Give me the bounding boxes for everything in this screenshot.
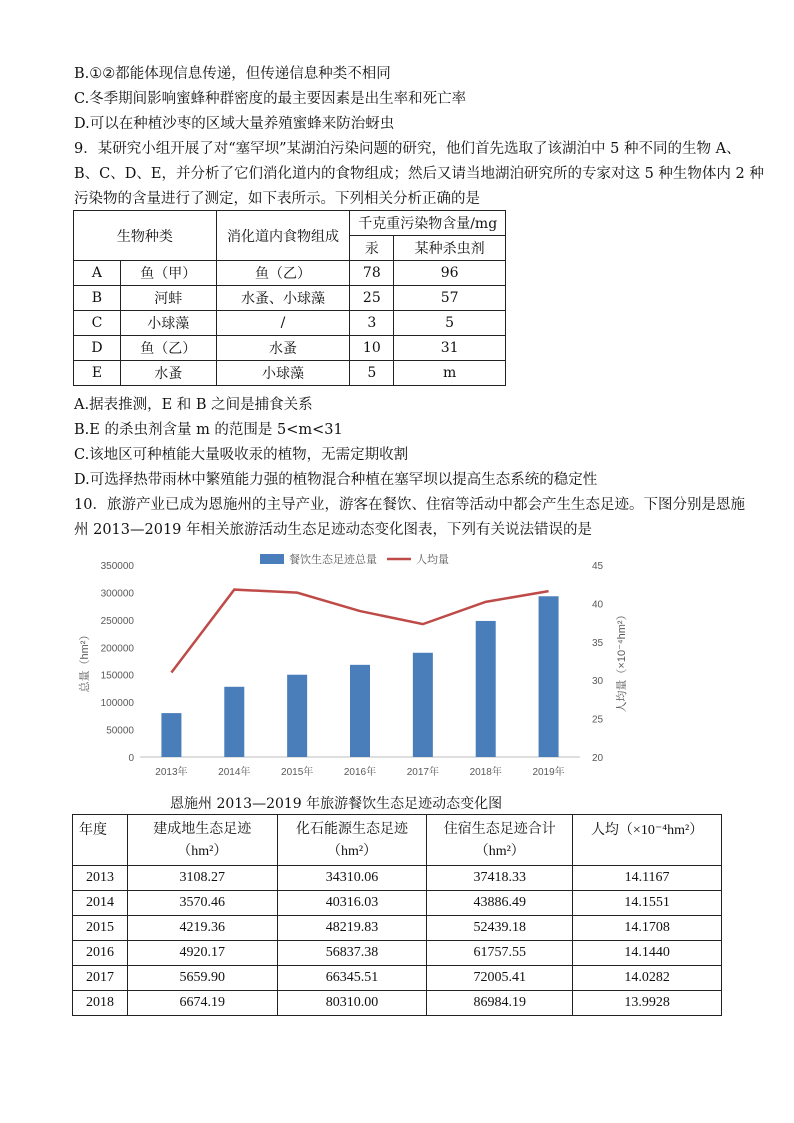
header-built-land: 建成地生态足迹 （hm²）	[127, 815, 277, 866]
question-10-line-2: 州 2013—2019 年相关旅游活动生态足迹动态变化图表，下列有关说法错误的是	[74, 522, 593, 538]
cell: m	[394, 361, 506, 386]
header-pollutant: 千克重污染物含量/mg	[350, 211, 506, 236]
y2-tick-label: 35	[592, 637, 604, 649]
pollutant-table	[73, 210, 506, 386]
cell: C	[74, 311, 121, 336]
cell: 4219.36	[127, 916, 277, 941]
y2-tick-label: 40	[592, 599, 604, 611]
bar	[287, 675, 307, 757]
cell: 40316.03	[277, 891, 427, 916]
cell: 34310.06	[277, 866, 427, 891]
option-d-q8: D.可以在种植沙枣的区域大量养殖蜜蜂来防治蚜虫	[74, 116, 395, 132]
cell: 48219.83	[277, 916, 427, 941]
cell: 14.1551	[573, 891, 722, 916]
cell: 水蚤、小球藻	[216, 286, 350, 311]
cell: 3	[350, 311, 394, 336]
bar	[161, 713, 181, 757]
cell: 52439.18	[427, 916, 573, 941]
table-header-row	[73, 815, 722, 866]
cell: 2013	[73, 866, 128, 891]
cell: 小球藻	[216, 361, 350, 386]
header-species: 生物种类	[74, 211, 217, 261]
cell: 14.1708	[573, 916, 722, 941]
option-a-q9: A.据表推测，E 和 B 之间是捕食关系	[74, 397, 313, 413]
header-per-capita: 人均（×10⁻⁴hm²）	[573, 815, 722, 866]
cell: 5	[394, 311, 506, 336]
table-row	[74, 286, 506, 311]
bar	[413, 653, 433, 757]
cell: 2014	[73, 891, 128, 916]
cell: 56837.38	[277, 941, 427, 966]
header-year: 年度	[73, 815, 128, 866]
y2-tick-label: 20	[592, 753, 604, 764]
cell: 2017	[73, 966, 128, 991]
y-tick-label: 350000	[100, 561, 134, 572]
cell: /	[216, 311, 350, 336]
cell: 13.9928	[573, 991, 722, 1016]
cell: 鱼（乙）	[120, 336, 216, 361]
y-tick-label: 300000	[100, 588, 134, 600]
bar	[539, 596, 559, 757]
cell: 小球藻	[120, 311, 216, 336]
header-mercury: 汞	[350, 236, 394, 261]
x-tick-label: 2016年	[343, 767, 377, 778]
y-axis-title: 总量（hm²）	[79, 629, 91, 693]
cell: 86984.19	[427, 991, 573, 1016]
option-c-q9: C.该地区可种植能大量吸收汞的植物，无需定期收割	[74, 447, 409, 463]
cell: 37418.33	[427, 866, 573, 891]
header-fossil-energy: 化石能源生态足迹 （hm²）	[277, 815, 427, 866]
cell: A	[74, 261, 121, 286]
cell: 2016	[73, 941, 128, 966]
chart-caption: 恩施州 2013—2019 年旅游餐饮生态足迹动态变化图	[170, 796, 503, 812]
footprint-chart	[70, 545, 650, 790]
x-tick-label: 2015年	[281, 767, 314, 778]
legend-line-label: 人均量	[416, 554, 449, 566]
header-lodging-total: 住宿生态足迹合计 （hm²）	[427, 815, 573, 866]
cell: E	[74, 361, 121, 386]
option-b-q8: B.①②都能体现信息传递，但传递信息种类不相同	[74, 66, 391, 82]
legend-bar-swatch	[260, 554, 284, 564]
cell: 14.1440	[573, 941, 722, 966]
table-row	[73, 991, 722, 1016]
bar	[476, 621, 496, 757]
bar	[350, 665, 370, 757]
table-row	[73, 891, 722, 916]
cell: 4920.17	[127, 941, 277, 966]
table-row	[74, 336, 506, 361]
table-row	[74, 311, 506, 336]
cell: 鱼（乙）	[216, 261, 350, 286]
x-tick-label: 2014年	[218, 767, 251, 778]
header-food: 消化道内食物组成	[216, 211, 350, 261]
legend-bar-label: 餐饮生态足迹总量	[289, 554, 377, 566]
cell: 72005.41	[427, 966, 573, 991]
cell: 5659.90	[127, 966, 277, 991]
y2-tick-label: 45	[592, 561, 604, 572]
x-tick-label: 2019年	[532, 767, 565, 778]
question-10-line-1: 10．旅游产业已成为恩施州的主导产业，游客在餐饮、住宿等活动中都会产生生态足迹。下图分别是恩施	[74, 497, 745, 513]
cell: 14.1167	[573, 866, 722, 891]
question-9-line-1: 9．某研究小组开展了对“塞罕坝”某湖泊污染问题的研究，他们首先选取了该湖泊中 5 种不同的生物 A、	[74, 141, 741, 157]
cell: 6674.19	[127, 991, 277, 1016]
cell: 水蚤	[216, 336, 350, 361]
y-tick-label: 0	[128, 753, 134, 764]
cell: 31	[394, 336, 506, 361]
header-pesticide: 某种杀虫剂	[394, 236, 506, 261]
cell: B	[74, 286, 121, 311]
cell: 43886.49	[427, 891, 573, 916]
y-tick-label: 150000	[100, 670, 134, 682]
y-tick-label: 100000	[100, 698, 134, 710]
cell: 10	[350, 336, 394, 361]
cell: 5	[350, 361, 394, 386]
cell: 61757.55	[427, 941, 573, 966]
cell: 25	[350, 286, 394, 311]
y2-axis-title: 人均量（×10⁻⁴hm²）	[616, 609, 628, 713]
question-9-line-3: 污染物的含量进行了测定，如下表所示。下列相关分析正确的是	[74, 191, 480, 207]
cell: 80310.00	[277, 991, 427, 1016]
y-tick-label: 200000	[100, 643, 134, 655]
x-tick-label: 2013年	[155, 767, 188, 778]
table-row	[73, 916, 722, 941]
table-row	[74, 361, 506, 386]
cell: 66345.51	[277, 966, 427, 991]
y-tick-label: 50000	[106, 725, 134, 737]
cell: 3108.27	[127, 866, 277, 891]
footprint-table	[72, 814, 722, 1016]
cell: 2015	[73, 916, 128, 941]
cell: 鱼（甲）	[120, 261, 216, 286]
table-row	[73, 941, 722, 966]
x-tick-label: 2017年	[406, 767, 439, 778]
bar	[224, 687, 244, 757]
question-9-line-2: B、C、D、E，并分析了它们消化道内的食物组成；然后又请当地湖泊研究所的专家对这 5 种生物体内 2 种	[74, 166, 764, 182]
y-tick-label: 250000	[100, 615, 134, 627]
cell: D	[74, 336, 121, 361]
table-row	[73, 966, 722, 991]
cell: 78	[350, 261, 394, 286]
y2-tick-label: 30	[592, 676, 604, 688]
cell: 2018	[73, 991, 128, 1016]
table-row	[74, 261, 506, 286]
y2-tick-label: 25	[592, 714, 604, 726]
cell: 水蚤	[120, 361, 216, 386]
cell: 河蚌	[120, 286, 216, 311]
cell: 57	[394, 286, 506, 311]
cell: 3570.46	[127, 891, 277, 916]
option-c-q8: C.冬季期间影响蜜蜂种群密度的最主要因素是出生率和死亡率	[74, 91, 467, 107]
cell: 96	[394, 261, 506, 286]
option-b-q9: B.E 的杀虫剂含量 m 的范围是 5<m<31	[74, 422, 343, 438]
option-d-q9: D.可选择热带雨林中繁殖能力强的植物混合种植在塞罕坝以提高生态系统的稳定性	[74, 472, 598, 488]
table-row	[73, 866, 722, 891]
x-tick-label: 2018年	[469, 767, 502, 778]
cell: 14.0282	[573, 966, 722, 991]
